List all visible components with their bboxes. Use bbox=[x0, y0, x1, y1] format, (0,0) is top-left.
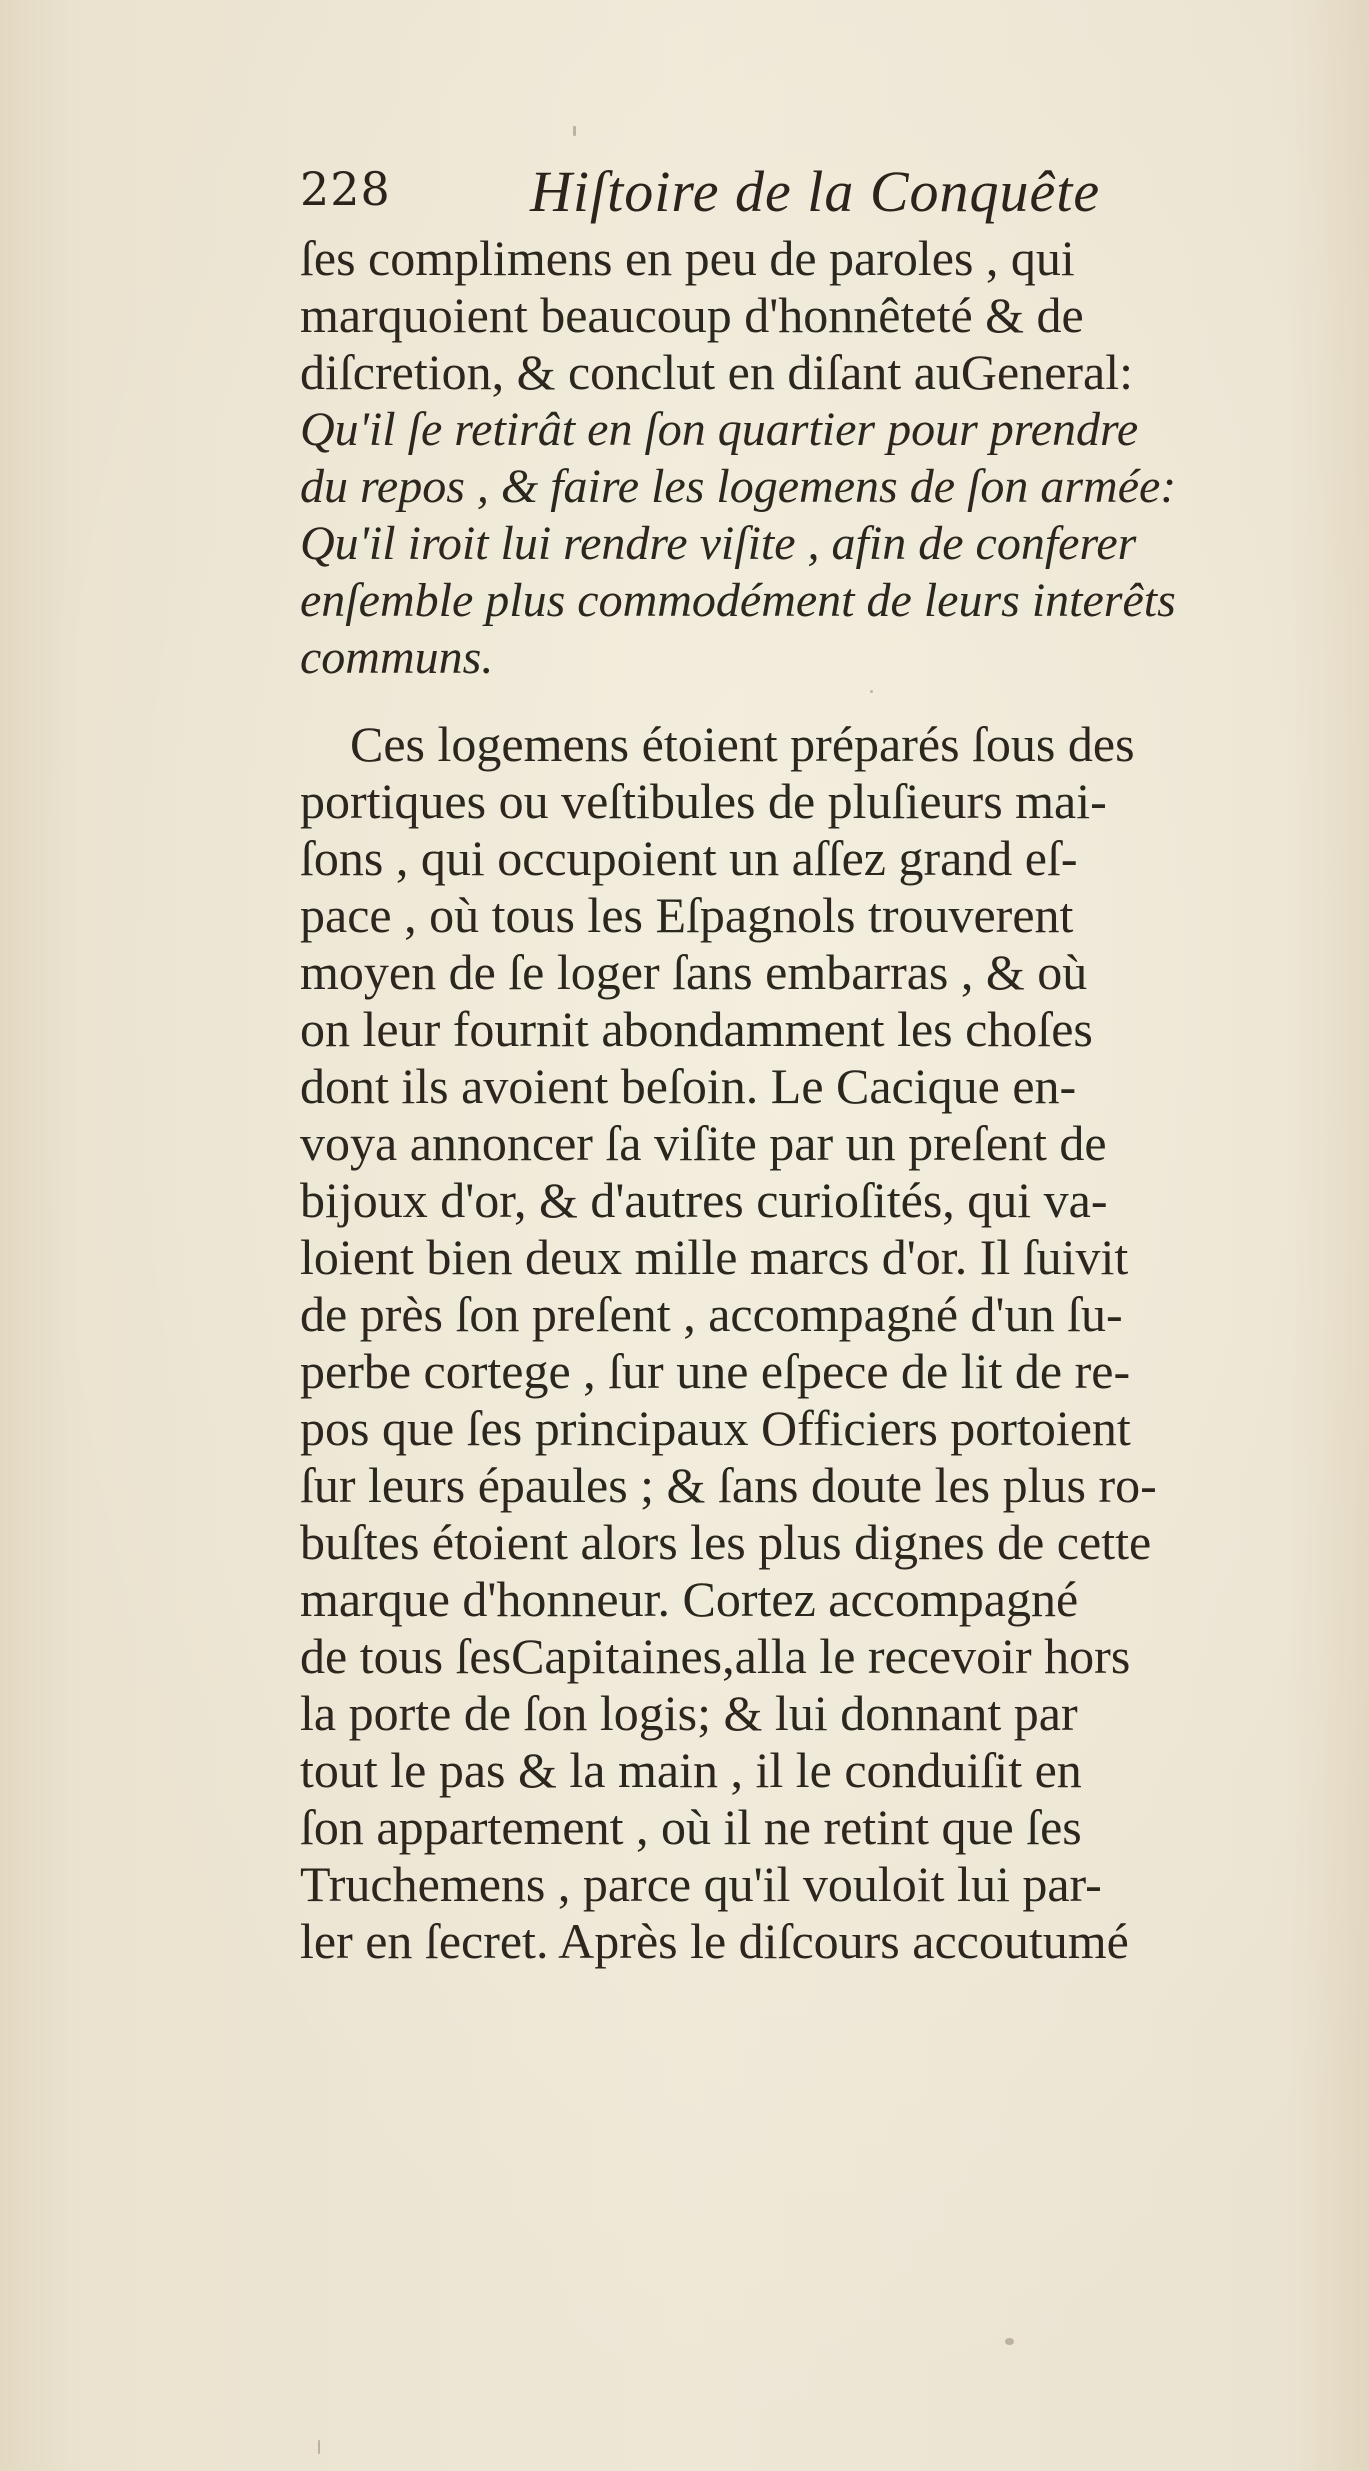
text-line: bijoux d'or, & d'autres curioſités, qui va- bbox=[300, 1172, 1108, 1228]
text-line: ſons , qui occupoient un aſſez grand eſ- bbox=[300, 830, 1078, 886]
text-line: dont ils avoient beſoin. Le Cacique en- bbox=[300, 1058, 1077, 1114]
text-line: pos que ſes principaux Officiers portoient bbox=[300, 1400, 1131, 1456]
paper-speck bbox=[573, 126, 576, 136]
text-line: de près ſon preſent , accompagné d'un ſu- bbox=[300, 1286, 1123, 1342]
page-header bbox=[300, 150, 1300, 230]
text-line: buſtes étoient alors les plus dignes de cette bbox=[300, 1514, 1152, 1570]
text-line: moyen de ſe loger ſans embarras , & où bbox=[300, 944, 1088, 1000]
text-line: marque d'honneur. Cortez accompagné bbox=[300, 1571, 1079, 1627]
speech-line: communs. bbox=[300, 631, 494, 684]
speech-line: du repos , & faire les logemens de ſon armée: bbox=[300, 460, 1177, 513]
text-line: ler en ſecret. Après le diſcours accoutumé bbox=[300, 1913, 1129, 1969]
speech-line: Qu'il ſe retirât en ſon quartier pour prendre bbox=[300, 403, 1139, 456]
text-line: pace , où tous les Eſpagnols trouverent bbox=[300, 887, 1074, 943]
text-line: voya annoncer ſa viſite par un preſent de bbox=[300, 1115, 1107, 1171]
text-line: on leur fournit abondamment les choſes bbox=[300, 1001, 1093, 1057]
text-line: Ces logemens étoient préparés ſous des bbox=[350, 716, 1135, 772]
paragraph-gap bbox=[300, 686, 1340, 716]
text-line: diſcretion, & conclut en diſant auGeneral: bbox=[300, 344, 1134, 400]
running-title: Hiſtoire de la Conquête bbox=[530, 159, 1101, 224]
text-line: portiques ou veſtibules de pluſieurs mai- bbox=[300, 773, 1107, 829]
paper-speck bbox=[1005, 2338, 1014, 2345]
page-number: 228 bbox=[300, 162, 391, 216]
speech-line: Qu'il iroit lui rendre viſite , afin de conferer bbox=[300, 517, 1137, 570]
text-line: tout le pas & la main , il le conduiſit en bbox=[300, 1742, 1082, 1798]
body-text bbox=[300, 230, 1340, 1970]
text-line: de tous ſesCapitaines,alla le recevoir hors bbox=[300, 1628, 1131, 1684]
text-line: marquoient beaucoup d'honnêteté & de bbox=[300, 287, 1084, 343]
text-line: ſur leurs épaules ; & ſans doute les plus ro- bbox=[300, 1457, 1157, 1513]
text-line: ſon appartement , où il ne retint que ſes bbox=[300, 1799, 1082, 1855]
text-line: perbe cortege , ſur une eſpece de lit de re- bbox=[300, 1343, 1131, 1399]
text-line: Truchemens , parce qu'il vouloit lui par- bbox=[300, 1856, 1102, 1912]
speech-line: enſemble plus commodément de leurs interêts bbox=[300, 574, 1176, 627]
text-line: ſes complimens en peu de paroles , qui bbox=[300, 230, 1075, 286]
text-line: loient bien deux mille marcs d'or. Il ſuivit bbox=[300, 1229, 1129, 1285]
paper-speck bbox=[318, 2440, 320, 2454]
text-line: la porte de ſon logis; & lui donnant par bbox=[300, 1685, 1078, 1741]
